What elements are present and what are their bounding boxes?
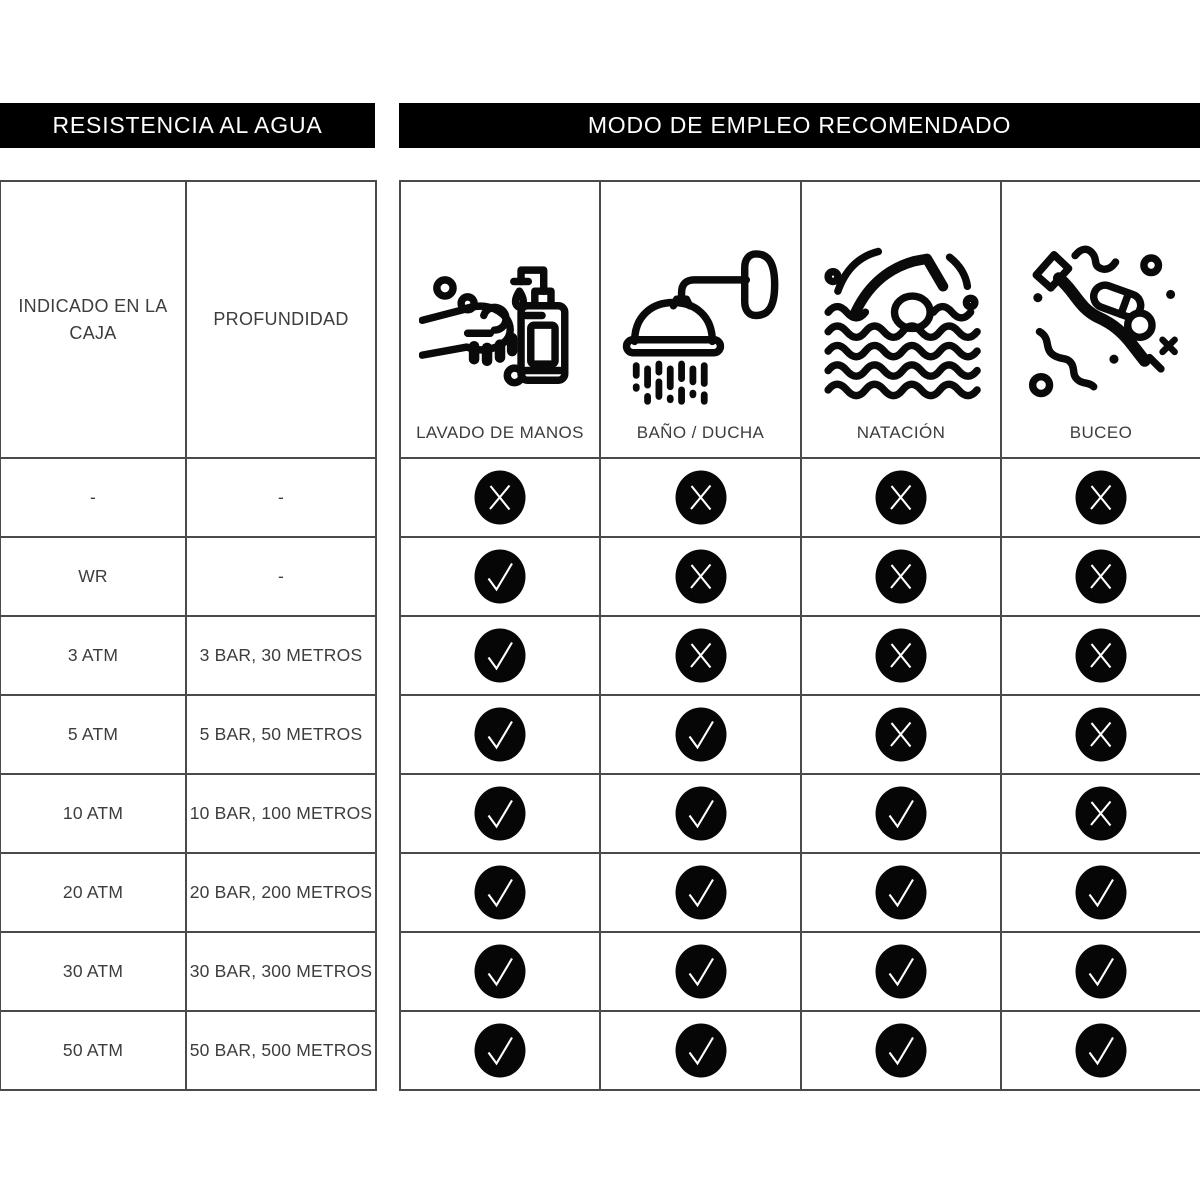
table-row [0,853,376,932]
check-mark-icon [875,1023,927,1078]
usage-row [400,1011,1200,1090]
column-header-caja: INDICADO EN LA CAJA [0,181,186,458]
profundidad-value: 20 BAR, 200 METROS [186,853,376,932]
usage-mark-cell [600,932,801,1011]
usage-header-bar [399,103,1200,148]
usage-mark-cell [1001,932,1200,1011]
x-mark-icon [1075,628,1127,683]
check-mark-icon [675,944,727,999]
x-mark-icon [675,470,727,525]
activity-label: NATACIÓN [856,423,946,442]
usage-mark-cell [400,458,600,537]
check-mark-icon [474,944,526,999]
usage-mark-cell [400,774,600,853]
usage-header-title: MODO DE EMPLEO RECOMENDADO [587,112,1012,138]
caja-value: - [0,458,186,537]
caja-value: 3 ATM [0,616,186,695]
usage-mark-cell [1001,537,1200,616]
check-mark-icon [474,628,526,683]
table-row [0,1011,376,1090]
x-mark-icon [474,470,526,525]
caja-value: 30 ATM [0,932,186,1011]
activity-header [401,183,599,456]
usage-row [400,774,1200,853]
x-mark-icon [675,549,727,604]
shower-icon [620,241,782,411]
usage-mark-cell [600,695,801,774]
caja-value: 50 ATM [0,1011,186,1090]
table-row [0,774,376,853]
column-header-profundidad: PROFUNDIDAD [186,181,376,458]
usage-mark-cell [1001,853,1200,932]
check-mark-icon [675,707,727,762]
activity-label: LAVADO DE MANOS [416,423,584,442]
x-mark-icon [1075,707,1127,762]
activity-column-swimming [801,181,1001,458]
x-mark-icon [875,707,927,762]
usage-mark-cell [600,616,801,695]
resistance-header-bar [0,103,375,148]
usage-mark-cell [801,458,1001,537]
check-mark-icon [875,786,927,841]
check-mark-icon [875,944,927,999]
hand-washing-icon [419,241,581,411]
check-mark-icon [875,865,927,920]
check-mark-icon [675,1023,727,1078]
usage-mark-cell [600,458,801,537]
check-mark-icon [474,1023,526,1078]
x-mark-icon [1075,549,1127,604]
table-row [0,695,376,774]
profundidad-value: 5 BAR, 50 METROS [186,695,376,774]
check-mark-icon [474,707,526,762]
profundidad-value: - [186,458,376,537]
x-mark-icon [675,628,727,683]
x-mark-icon [1075,786,1127,841]
usage-row [400,853,1200,932]
usage-mark-cell [801,1011,1001,1090]
x-mark-icon [875,549,927,604]
usage-row [400,695,1200,774]
usage-mark-cell [400,853,600,932]
usage-mark-cell [801,695,1001,774]
usage-mark-cell [1001,695,1200,774]
x-mark-icon [875,470,927,525]
diving-icon [1020,241,1182,411]
x-mark-icon [875,628,927,683]
activity-label: BAÑO / DUCHA [636,423,765,442]
usage-mark-cell [400,695,600,774]
usage-mark-cell [1001,1011,1200,1090]
caja-value: 5 ATM [0,695,186,774]
activity-column-diving [1001,181,1200,458]
resistance-header-title: RESISTENCIA AL AGUA [52,112,323,138]
usage-table [399,180,1200,1091]
usage-mark-cell [801,537,1001,616]
usage-mark-cell [400,1011,600,1090]
usage-mark-cell [400,537,600,616]
resistance-table [0,180,377,1091]
check-mark-icon [1075,865,1127,920]
caja-value: WR [0,537,186,616]
check-mark-icon [675,786,727,841]
usage-table-header-row [400,181,1200,458]
check-mark-icon [474,786,526,841]
check-mark-icon [474,549,526,604]
check-mark-icon [474,865,526,920]
usage-row [400,932,1200,1011]
usage-mark-cell [1001,616,1200,695]
usage-mark-cell [1001,774,1200,853]
table-row [0,458,376,537]
check-mark-icon [1075,1023,1127,1078]
table-row [0,616,376,695]
activity-header [1002,183,1200,456]
check-mark-icon [675,865,727,920]
profundidad-value: - [186,537,376,616]
usage-mark-cell [400,616,600,695]
table-row [0,932,376,1011]
usage-mark-cell [400,932,600,1011]
x-mark-icon [1075,470,1127,525]
profundidad-value: 3 BAR, 30 METROS [186,616,376,695]
caja-value: 10 ATM [0,774,186,853]
usage-row [400,458,1200,537]
usage-row [400,537,1200,616]
usage-mark-cell [801,932,1001,1011]
check-mark-icon [1075,944,1127,999]
usage-mark-cell [801,616,1001,695]
activity-column-hand-washing [400,181,600,458]
profundidad-value: 30 BAR, 300 METROS [186,932,376,1011]
activity-label: BUCEO [1069,423,1133,442]
table-row [0,537,376,616]
activity-header [802,183,1000,456]
usage-mark-cell [600,853,801,932]
caja-value: 20 ATM [0,853,186,932]
activity-header [601,183,800,456]
swimming-icon [820,241,982,411]
profundidad-value: 50 BAR, 500 METROS [186,1011,376,1090]
usage-mark-cell [600,774,801,853]
profundidad-value: 10 BAR, 100 METROS [186,774,376,853]
activity-column-shower [600,181,801,458]
usage-mark-cell [600,537,801,616]
usage-mark-cell [600,1011,801,1090]
usage-row [400,616,1200,695]
usage-mark-cell [801,853,1001,932]
resistance-table-header-row [0,181,376,458]
usage-mark-cell [1001,458,1200,537]
usage-mark-cell [801,774,1001,853]
